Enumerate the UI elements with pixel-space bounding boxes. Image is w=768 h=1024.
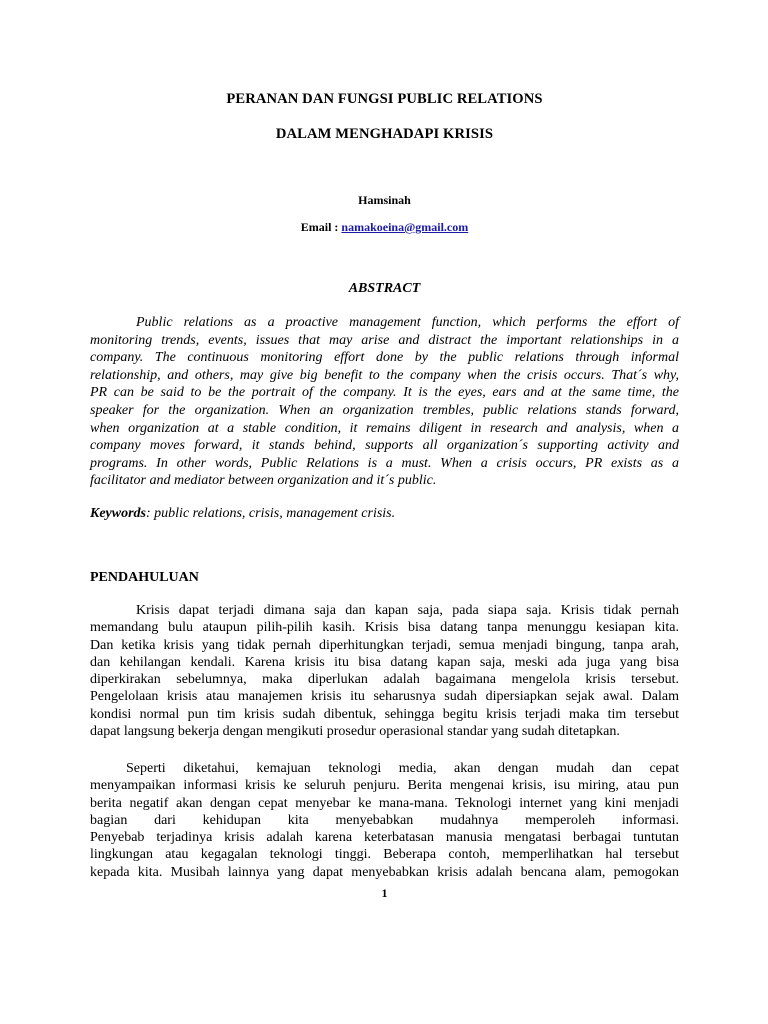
keywords-text: : public relations, crisis, management crisis. — [146, 506, 396, 521]
paragraph-line: dapat langsung bekerja dengan mengikuti prosedur operasional standar yang sudah ditetapkan. — [90, 724, 620, 740]
paragraph-line: Krisis dapat terjadi dimana saja dan kapan saja, pada siapa saja. Krisis tidak pernah — [136, 603, 679, 618]
abstract-line: when organization at a stable condition, it remains diligent in research and analysis, when a — [90, 420, 679, 436]
abstract-line: PR can be said to be the portrait of the company. It is the eyes, ears and at the same time, the — [90, 385, 679, 401]
paragraph-line: berita negatif akan dengan cepat menyebar ke mana-mana. Teknologi internet yang kini menjadi — [90, 795, 679, 811]
abstract-body — [90, 314, 679, 490]
email-link[interactable]: namakoeina@gmail.com — [341, 220, 469, 234]
abstract-line: company moves forward, it stands behind, supports all organization´s supporting activity and — [90, 438, 679, 454]
abstract-line: programs. In other words, Public Relations is a must. When a crisis occurs, PR exists as a — [90, 455, 679, 471]
paragraph-line: menyampaikan informasi krisis ke seluruh penjuru. Berita mengenai krisis, isu miring, atau pun — [90, 778, 679, 794]
author-name: Hamsinah — [358, 193, 411, 207]
paragraph-line: kepada kita. Musibah lainnya yang dapat menyebabkan krisis adalah bencana alam, pemogokan — [90, 864, 679, 880]
abstract-line: speaker for the organization. When an organization trembles, public relations stands forward, — [90, 402, 679, 418]
paragraph-line: kondisi normal pun tim krisis sudah dibentuk, sehingga begitu krisis terjadi maka tim tersebut — [90, 706, 679, 722]
paragraph-line: diperkirakan sebelumnya, maka diperlukan adalah bagaimana mengelola krisis tersebut. — [90, 672, 679, 688]
email-label: Email : — [300, 220, 342, 234]
section-heading-pendahuluan: PENDAHULUAN — [90, 570, 199, 585]
abstract-line: company. The continuous monitoring effort done by the public relations through informal — [90, 350, 679, 366]
keywords-label: Keywords — [90, 506, 146, 521]
paragraph-line: lingkungan atau kegagalan teknologi tinggi. Beberapa contoh, memperlihatkan hal tersebut — [90, 847, 679, 863]
abstract-heading: ABSTRACT — [348, 281, 421, 296]
paragraph-line: Dan ketika krisis yang tidak pernah diperhitungkan terjadi, semua menjadi bingung, tanpa arah, — [90, 637, 679, 653]
paragraph-line: bagian dari kehidupan kita menyebabkan mudahnya memperoleh informasi. — [90, 812, 679, 828]
paragraph-line: Seperti diketahui, kemajuan teknologi media, akan dengan mudah dan cepat — [126, 761, 679, 776]
paragraph-line: memandang bulu ataupun pilih-pilih kasih. Krisis bisa datang tanpa menunggu kesiapan kita. — [90, 620, 679, 636]
body-paragraph-2 — [90, 760, 679, 881]
paragraph-line: Pengelolaan krisis atau manajemen krisis itu seharusnya sudah dipersiapkan sejak awal. Dalam — [90, 689, 679, 705]
abstract-line: Public relations as a proactive management function, which performs the effort of — [136, 315, 679, 330]
page-number: 1 — [381, 886, 388, 900]
author-email-line — [90, 220, 679, 235]
paragraph-line: Penyebab terjadinya krisis adalah karena keterbatasan manusia mengatasi berbagai tuntutan — [90, 830, 679, 846]
paper-title-line-1: PERANAN DAN FUNGSI PUBLIC RELATIONS — [226, 91, 543, 107]
abstract-line: monitoring trends, events, issues that may arise and distract the important relationships in a — [90, 332, 679, 348]
body-paragraph-1 — [90, 602, 679, 740]
abstract-line: relationship, and others, may give big benefit to the company when the crisis occurs. That´s why, — [90, 367, 679, 383]
paragraph-line: dan kehilangan kendali. Karena krisis itu bisa datang kapan saja, meski ada juga yang bisa — [90, 654, 679, 670]
abstract-line: facilitator and mediator between organization and it´s public. — [90, 473, 437, 489]
paper-title-line-2: DALAM MENGHADAPI KRISIS — [275, 126, 494, 142]
keywords-line — [90, 506, 679, 522]
